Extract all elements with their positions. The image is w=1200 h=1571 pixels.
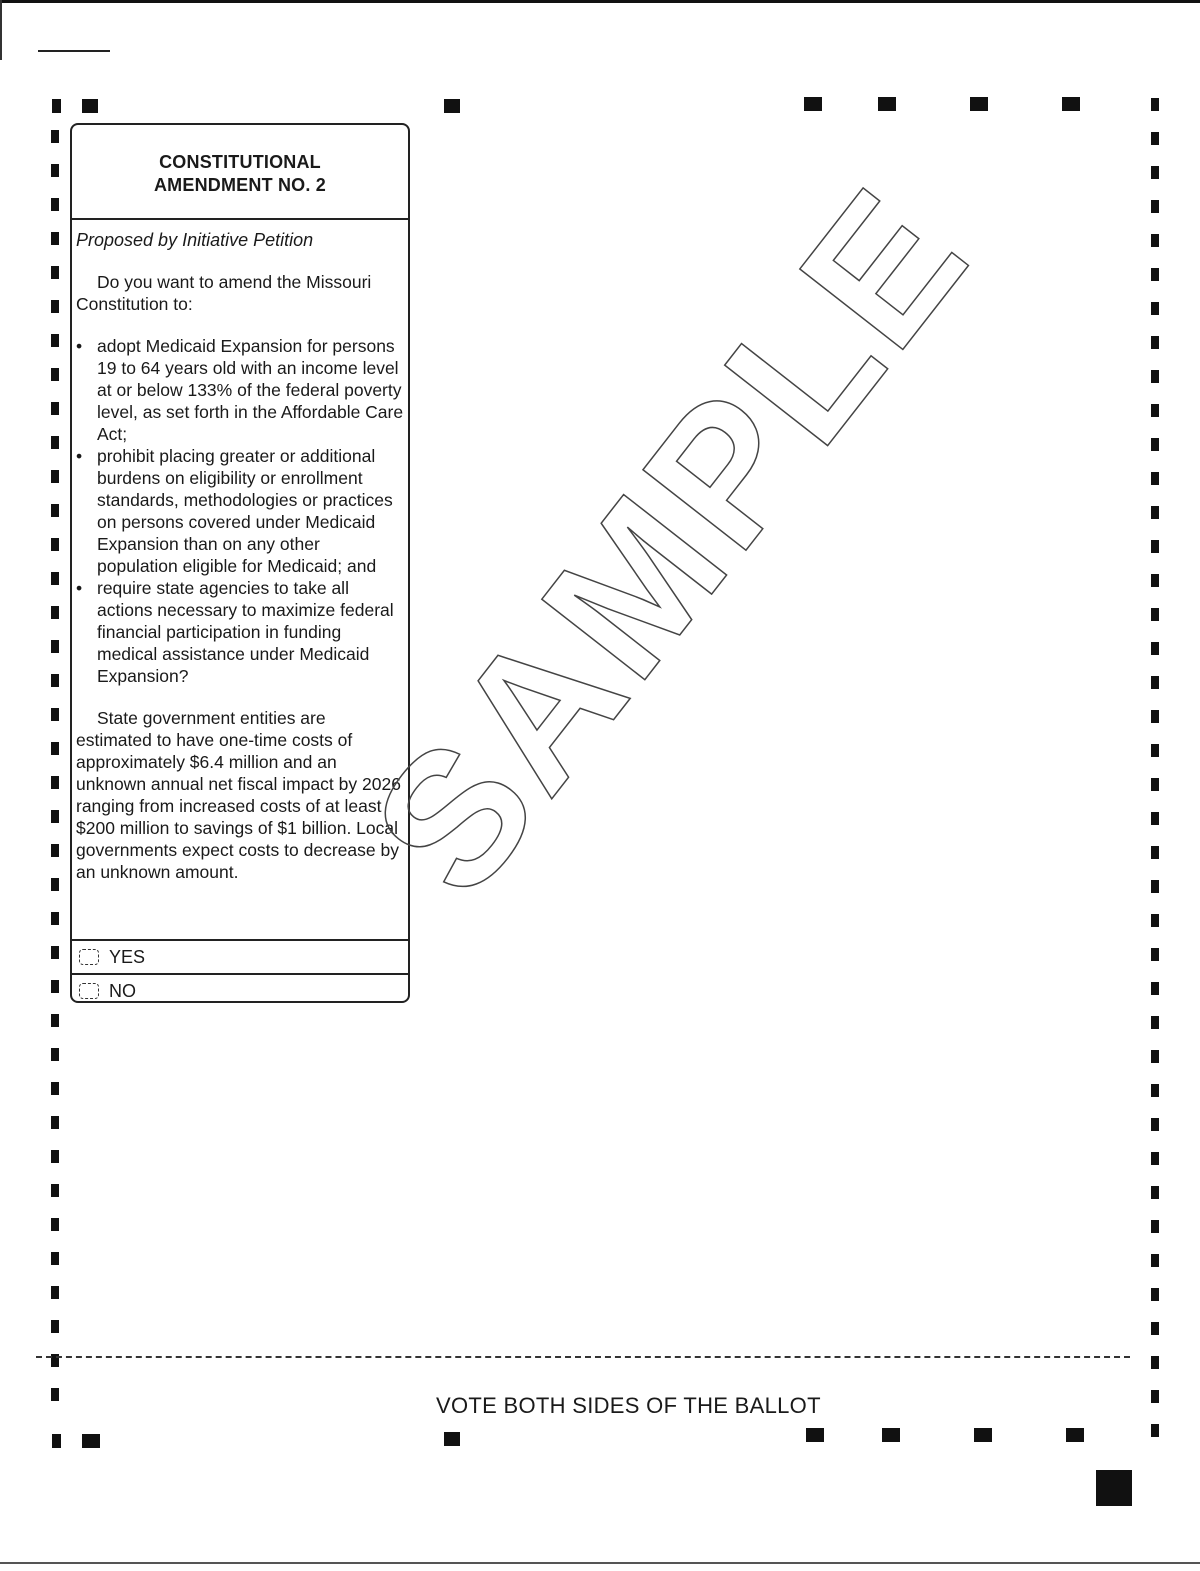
bullet-glyph: • [76, 336, 83, 356]
contest-title-line1: CONSTITUTIONAL [159, 152, 321, 172]
timing-mark [1151, 132, 1159, 145]
timing-mark [804, 97, 822, 111]
timing-mark [51, 436, 59, 449]
contest-title-line2: AMENDMENT NO. 2 [153, 175, 326, 195]
timing-mark [1151, 642, 1159, 655]
timing-mark [51, 844, 59, 857]
contest-header [72, 125, 408, 220]
timing-mark [1066, 1428, 1084, 1442]
timing-mark [1151, 914, 1159, 927]
timing-mark [51, 504, 59, 517]
timing-mark [1151, 1322, 1159, 1335]
timing-mark [1151, 370, 1159, 383]
option-no[interactable] [72, 973, 408, 1003]
timing-mark [1151, 1220, 1159, 1233]
timing-mark [1151, 268, 1159, 281]
timing-mark [1151, 98, 1159, 111]
bullet-glyph: • [76, 578, 83, 598]
timing-mark [51, 640, 59, 653]
timing-mark [82, 1434, 100, 1448]
timing-mark [1151, 676, 1159, 689]
timing-mark [1151, 234, 1159, 247]
timing-mark [1151, 608, 1159, 621]
timing-mark [444, 99, 460, 113]
timing-mark [51, 980, 59, 993]
timing-mark [51, 1286, 59, 1299]
timing-mark [51, 198, 59, 211]
timing-mark [806, 1428, 824, 1442]
timing-mark [1151, 1016, 1159, 1029]
footer-instruction: VOTE BOTH SIDES OF THE BALLOT [436, 1393, 821, 1418]
contest-subtitle: Proposed by Initiative Petition [76, 230, 314, 250]
perforation-line [36, 1356, 1130, 1358]
timing-mark [1151, 574, 1159, 587]
timing-mark [82, 99, 98, 113]
timing-mark [51, 1014, 59, 1027]
timing-mark [52, 1434, 61, 1448]
contest-box [70, 123, 410, 1003]
list-item [76, 335, 404, 445]
timing-mark [51, 130, 59, 143]
scan-edge-top [0, 0, 1200, 3]
timing-mark [51, 538, 59, 551]
timing-mark [1151, 1186, 1159, 1199]
timing-mark [51, 1388, 59, 1401]
timing-mark [1151, 438, 1159, 451]
timing-mark [1151, 1050, 1159, 1063]
timing-mark [51, 572, 59, 585]
timing-mark [1151, 166, 1159, 179]
timing-mark [51, 300, 59, 313]
scan-edge-bottom [0, 1562, 1200, 1564]
option-yes[interactable] [72, 939, 408, 973]
timing-mark [51, 368, 59, 381]
bullet-text: prohibit placing greater or additional burdens on eligibility or enrollment standards, methodologies or practices on persons covered under Medicaid Expansion than on any other population eligible for Medicaid; and [97, 446, 393, 576]
timing-mark [882, 1428, 900, 1442]
timing-mark [51, 402, 59, 415]
timing-mark [51, 708, 59, 721]
corner-registration-block [1096, 1470, 1132, 1506]
vote-oval[interactable] [79, 949, 99, 965]
timing-mark [51, 606, 59, 619]
timing-mark [51, 334, 59, 347]
bullet-text: require state agencies to take all actions necessary to maximize federal financial participation in funding medical assistance under Medicaid Expansion? [97, 578, 394, 686]
timing-mark [1151, 1254, 1159, 1267]
list-item [76, 577, 404, 687]
timing-mark [974, 1428, 992, 1442]
timing-mark [1151, 200, 1159, 213]
timing-mark [51, 1082, 59, 1095]
timing-mark [1151, 1118, 1159, 1131]
timing-mark [878, 97, 896, 111]
timing-mark [1151, 1424, 1159, 1437]
timing-mark [1151, 336, 1159, 349]
timing-mark [51, 1320, 59, 1333]
option-label: NO [109, 980, 136, 1001]
timing-mark [1062, 97, 1080, 111]
timing-mark [1151, 1288, 1159, 1301]
timing-mark [51, 1252, 59, 1265]
timing-mark [1151, 1390, 1159, 1403]
timing-mark [1151, 506, 1159, 519]
timing-mark [1151, 472, 1159, 485]
contest-question: Do you want to amend the Missouri Constitution to: [76, 272, 372, 314]
timing-mark [51, 1150, 59, 1163]
header-rule [38, 50, 110, 52]
timing-mark [51, 742, 59, 755]
timing-mark [1151, 982, 1159, 995]
contest-bullet-list [76, 335, 404, 687]
timing-mark [1151, 540, 1159, 553]
timing-mark [1151, 710, 1159, 723]
timing-mark [970, 97, 988, 111]
timing-mark [51, 470, 59, 483]
timing-mark [51, 232, 59, 245]
timing-mark [51, 266, 59, 279]
timing-mark [51, 164, 59, 177]
timing-mark [1151, 302, 1159, 315]
timing-mark [51, 1184, 59, 1197]
sample-watermark: SAMPLE [332, 149, 1010, 933]
timing-mark [1151, 404, 1159, 417]
timing-mark [51, 1218, 59, 1231]
timing-mark [1151, 1152, 1159, 1165]
timing-mark [1151, 846, 1159, 859]
bullet-glyph: • [76, 446, 83, 466]
fiscal-note: State government entities are estimated to have one-time costs of approximately $6.4 million and an unknown annual net fiscal impact by 2026 ranging from increased costs of at least $200 million to savings of $1 billion. Local governments expect costs to decrease by an unknown amount. [76, 708, 401, 882]
timing-mark [1151, 778, 1159, 791]
timing-mark [51, 776, 59, 789]
timing-mark [51, 1116, 59, 1129]
timing-mark [51, 912, 59, 925]
contest-body [72, 271, 408, 883]
timing-mark [1151, 948, 1159, 961]
timing-mark [1151, 880, 1159, 893]
timing-mark [1151, 1084, 1159, 1097]
scan-edge-left [0, 0, 2, 60]
timing-mark [51, 810, 59, 823]
vote-oval[interactable] [79, 983, 99, 999]
option-label: YES [109, 946, 146, 967]
bullet-text: adopt Medicaid Expansion for persons 19 to 64 years old with an income level at or below 133% of the federal poverty level, as set forth in the Affordable Care Act; [97, 336, 404, 444]
timing-mark [51, 1048, 59, 1061]
timing-mark [51, 674, 59, 687]
timing-mark [1151, 744, 1159, 757]
timing-mark [51, 946, 59, 959]
timing-mark [1151, 812, 1159, 825]
timing-mark [444, 1432, 460, 1446]
timing-mark [51, 878, 59, 891]
timing-mark [52, 99, 61, 113]
timing-mark [1151, 1356, 1159, 1369]
list-item [76, 445, 404, 577]
